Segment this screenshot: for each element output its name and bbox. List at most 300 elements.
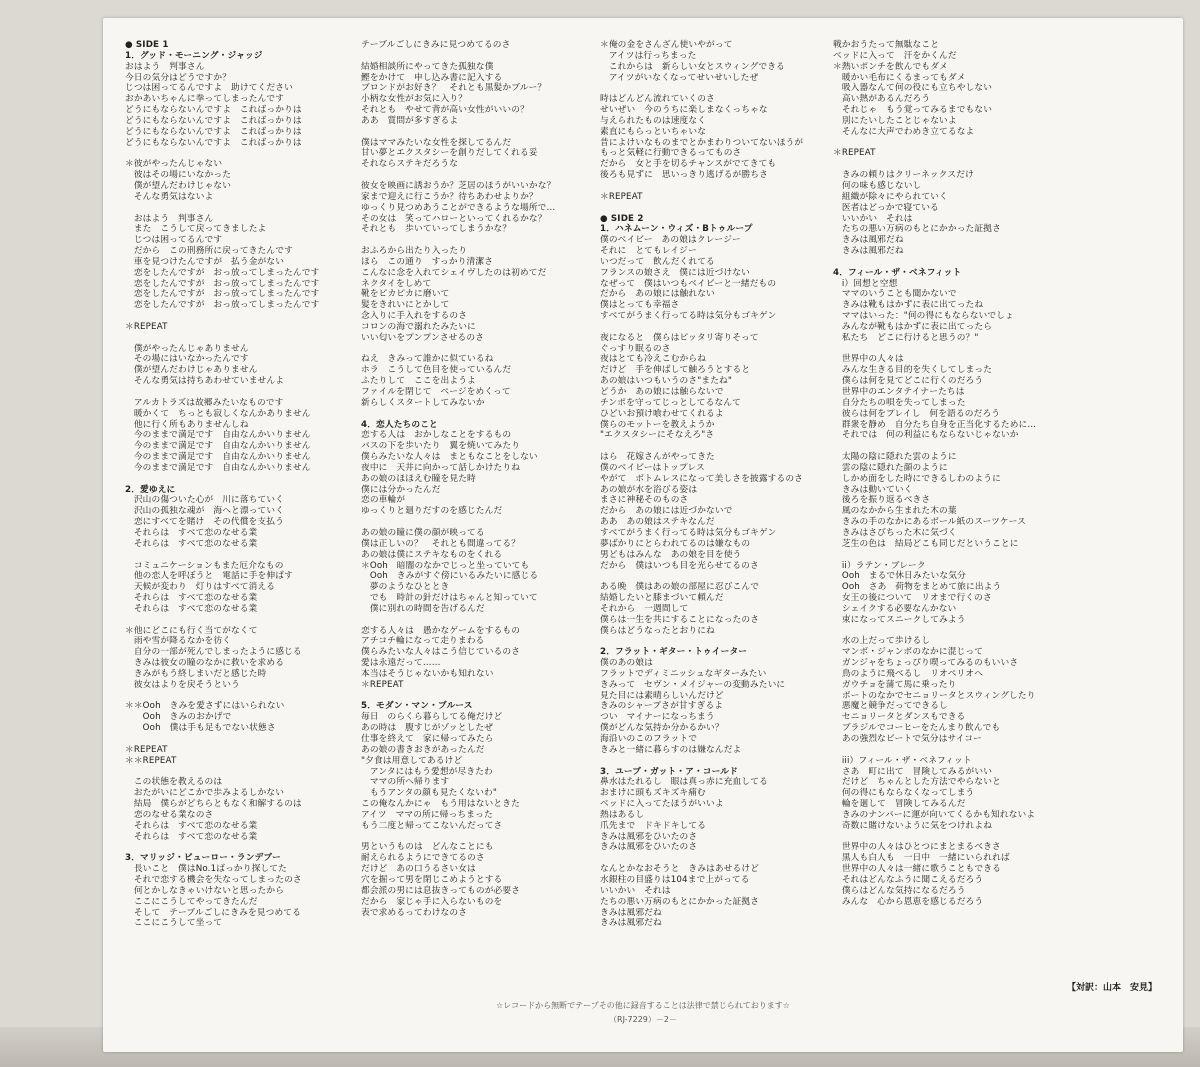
lyric-line: 僕がやったんじゃありません — [125, 343, 249, 354]
lyric-line: 穴を掘って男を閉じこめようとする — [361, 874, 503, 885]
lyric-line: だけど 手を伸ばして触ろうとすると — [600, 365, 751, 376]
lyric-line: いいかい それは — [600, 885, 671, 896]
lyric-line: どうにもならないんですよ こればっかりは — [125, 115, 302, 126]
lyric-line: アイツ ママの所に帰っちまった — [361, 809, 493, 820]
lyric-line: 靴をピカピカに磨いて — [361, 289, 450, 300]
lyric-line — [125, 148, 319, 159]
lyric-line: ＊熱いポンチを飲んでもダメ — [833, 61, 948, 72]
lyric-line: 愛は永遠だって…… — [361, 658, 441, 669]
lyric-line: なんとかなおそうと きみはあせるけど — [600, 864, 760, 875]
lyric-line: 恋のなせる業なのさ — [125, 809, 214, 820]
lyric-line: 風のなかから生まれた木の葉 — [833, 506, 957, 517]
lyric-line: ＊俺の金をさんざん使いやがって — [600, 40, 733, 50]
lyric-line: ＊REPEAT — [600, 191, 643, 202]
lyric-line: ガウチョを蒲て馬に乗ったり — [833, 679, 957, 690]
lyric-line: どうにもならないんですよ こればっかりは — [125, 126, 302, 137]
lyric-line: 医者はどっかで寝ている — [833, 202, 939, 213]
lyric-line: どうにもならないんですよ こればっかりは — [125, 137, 302, 148]
lyric-line: 都会派の男には息抜きってものが必要さ — [361, 885, 521, 896]
lyric-line: 恋をしたんですが おっ放ってしまったんです — [125, 289, 320, 300]
lyric-line — [125, 691, 319, 702]
lyric-line: 僕らはどんな気持になるだろう — [833, 885, 966, 896]
lyric-line: 僕のベイビー あの娘はクレージー — [600, 235, 741, 246]
lyric-line: 与えられたものは速度なく — [600, 115, 707, 126]
lyric-line: 僕が望んだわけじゃない — [125, 180, 232, 191]
lyric-line: 天候が変わり 灯りはすべて消える — [125, 582, 276, 593]
lyric-line: ママはいった："何の得にもならないでしょ — [833, 311, 1014, 322]
lyric-line: 恋にすべてを賭け その代償を支払う — [125, 517, 284, 528]
lyric-line: もう二度と帰ってこないんだってさ — [361, 820, 503, 831]
lyric-line: ああ あの娘はステキなんだ — [600, 517, 715, 528]
lyric-line: 恋をしたんですが おっ放ってしまったんです — [125, 300, 320, 311]
lyric-line — [361, 51, 555, 62]
lyric-line: バスの下を歩いたり 翼を焼いてみたり — [361, 441, 521, 452]
lyric-line: きみは風邪だね — [600, 918, 662, 929]
lyric-line — [125, 387, 319, 398]
lyric-line: 世界中の人々はひとつにまとまるべきさ — [833, 842, 1001, 853]
lyric-line: 群衆を静め 自分たち自身を正当化するために… — [833, 419, 1037, 430]
lyric-line: 仕事を終えて 家に帰ってみたら — [361, 734, 494, 744]
lyric-line: コミュニケーションもまた厄介なもの — [125, 560, 284, 571]
lyric-line: だから あの娘には触れない — [600, 289, 715, 300]
lyric-line: ある晩 僕はあの娘の部屋に忍びこんで — [600, 582, 760, 593]
lyric-line: おかあいちゃんに拳ってしまったんです — [125, 94, 285, 105]
lyric-line: 恋をしたんですが おっ放ってしまったんです — [125, 267, 320, 278]
lyric-line: 男どもはみんな あの娘を目を使う — [600, 549, 742, 560]
lyric-line: ゆっくりと廻りだすのを感じたんだ — [361, 506, 503, 517]
lyric-line: アイツは行っちまった — [600, 50, 697, 61]
lyric-line: 今日の気分はどうですか？ — [125, 72, 232, 83]
lyric-line: あの娘の瞳に僕の顔が映ってる — [361, 527, 485, 538]
lyric-line: ベッドに入ってたほうがいいよ — [600, 799, 724, 810]
lyric-line: ファイルを閉じて ページをめくって — [361, 387, 511, 397]
lyric-line: 車を見つけたんですが 払う金がない — [125, 256, 285, 267]
lyric-line: 水銀柱の目盛りは104まで上がってる — [600, 874, 750, 885]
lyric-line: 僕らみたいな人々はこう信じているのさ — [361, 647, 521, 658]
lyric-line: 1．グッド・モーニング・ジャッジ — [125, 50, 263, 61]
lyric-line — [125, 550, 319, 561]
lyric-line: 昔によけいなものまでとかまわりついてないほうが — [600, 137, 804, 148]
lyric-line: Ooh きみのおかげで — [125, 712, 232, 723]
lyric-line — [361, 832, 555, 843]
lyric-line: それとも やせて背が高い女性がいいの？ — [361, 105, 529, 116]
lyric-line: ベッドに入って 汗をかくんだ — [833, 50, 957, 61]
lyric-line: 熱はあるし — [600, 809, 645, 820]
lyric-line: 黒人も白人も 一日中 一緒にいられれば — [833, 853, 1010, 864]
lyric-line: 夜中に 天井に向かって話しかけたりね — [361, 462, 521, 473]
lyric-line: ii）ラテン・ブレーク — [833, 560, 926, 571]
lyric-line: あの娘が水を浴びる姿は — [600, 484, 698, 495]
lyric-line: だから この刑務所に戻ってきたんです — [125, 246, 293, 257]
lyric-line: ねえ きみって誰かに似ているね — [361, 354, 494, 365]
lyric-line: 何とかしなきゃいけないと思ったから — [125, 885, 285, 896]
lyric-line: それから 一週間して — [600, 603, 689, 614]
lyric-line: 恋する人々は 愚かなゲームをするもの — [361, 625, 521, 636]
lyric-line: 自分の一部が死んでしまったように感じる — [125, 647, 302, 658]
lyric-line: そんな勇気は持ちあわせていませんよ — [125, 376, 285, 387]
lyric-line: 長いこと 僕はNo.1ばっかり探してた — [125, 864, 287, 875]
lyric-line: 恋する人は おかしなことをするもの — [361, 430, 512, 441]
lyric-line: ほら この通り すっかり清潔さ — [361, 256, 494, 267]
lyric-line — [600, 571, 803, 582]
lyric-line: これからは 新らしい女とスウィングできる — [600, 61, 785, 72]
lyrics-column-1 — [125, 40, 319, 929]
lyric-line — [600, 636, 803, 647]
lyric-line: i）回想と空想 — [833, 278, 898, 289]
lyric-line: あの時は 腹すじがゾッとしたぜ — [361, 723, 494, 734]
lyric-line: きみは風邪だね — [833, 246, 904, 257]
lyric-line: iii）フィール・ザ・ベネフィット — [833, 755, 972, 766]
lyric-line: 別にたいしたことじゃないよ — [833, 115, 957, 126]
lyric-line — [833, 159, 1036, 170]
lyric-line: ネクタイをしめて — [361, 278, 432, 289]
lyric-line: 彼女を映画に誘おうか？芝居のほうがいいかな？ — [361, 180, 556, 191]
lyric-line: アチコチ輪になって走りまわる — [361, 636, 485, 647]
lyric-line — [833, 550, 1036, 561]
lyric-line: 暖かい毛布にくるまってもダメ — [833, 72, 966, 83]
lyric-line: ひどいお預け喰わせてくれるよ — [600, 408, 724, 419]
lyric-line: 後ろを振り返るべきさ — [833, 495, 931, 506]
lyric-line: セニョリータとダンスもできる — [833, 712, 966, 723]
lyric-line: ＊他にどこにも行く当てがなくて — [125, 625, 258, 636]
lyric-line: きみの手のなかにあるボール紙のスーツケース — [833, 517, 1026, 528]
lyric-line: 恋をしたんですが おっ放ってしまったんです — [125, 278, 320, 289]
lyric-line: 僕が望んだわけじゃありません — [125, 365, 258, 376]
lyric-line — [833, 626, 1036, 637]
lyric-line: 自分たちの唄を失ってしまった — [833, 397, 966, 408]
lyric-line: ボートのなかでセニョリータとスウィングしたり — [833, 690, 1036, 701]
lyric-line: それらは すべて恋のなせる業 — [125, 538, 258, 549]
lyric-line: 世界中のエンタテイナーたちは — [833, 387, 965, 397]
lyric-line: でも 時計の針だけはちゃんと知っていて — [361, 593, 538, 604]
lyric-line: おはよう 判事さん — [125, 61, 205, 72]
lyric-line: それでは 何の利益にもならないじゃないか — [833, 430, 1019, 441]
lyric-line: ブロンドがお好き？ それとも黒髪かブルー？ — [361, 83, 547, 94]
lyric-line — [833, 441, 1036, 452]
lyric-line: 僕のあの娘は — [600, 658, 654, 669]
lyric-line: 結局 僕らがどちらともなく和解するのは — [125, 799, 302, 810]
lyric-line: 彼はその場にいなかった — [125, 170, 232, 181]
lyric-line: マンボ・ジャンボのなかに混じって — [833, 647, 984, 658]
lyric-line: やがて ボトムレスになって美しさを披露するのさ — [600, 473, 804, 484]
lyric-line: 高い熱があるんだろう — [833, 94, 931, 105]
lyric-line: 素直にもらっといちゃいな — [600, 126, 707, 137]
lyric-line: きみのナンバーに運が向いてくるかも知れないよ — [833, 809, 1036, 820]
lyric-line: Ooh 僕は手も足もでない状態さ — [125, 723, 276, 734]
lyric-line: 夢のようなひととき — [361, 582, 450, 593]
lyric-line: いい匂いをプンプンさせるのさ — [361, 332, 485, 343]
lyric-line — [361, 615, 555, 626]
lyric-line: 後ろも見ずに 思いっきり逃げるが勝ちさ — [600, 170, 768, 181]
lyric-line: 他に行く所もありませんしね — [125, 419, 249, 430]
lyric-line: それらは すべて恋のなせる業 — [125, 593, 258, 604]
lyric-line: 僕は正しいの？ それとも間違ってる？ — [361, 538, 521, 549]
lyric-line: だけど ちゃんとした方法でやらないと — [833, 777, 1001, 788]
lyric-line — [125, 333, 319, 344]
catalog-page-number: （RJ-7229）－2－ — [609, 1015, 677, 1024]
lyric-line: 恋の車輪が — [361, 495, 406, 506]
lyric-line: 耐えられるようにできてるのさ — [361, 853, 485, 864]
lyric-line — [600, 203, 803, 214]
lyric-line: Ooh さあ 荷物をまとめて旅に出よう — [833, 582, 1002, 593]
lyric-line: それに とてもレイジー — [600, 246, 697, 257]
lyric-line: きみがもう終しまいだと感じた時 — [125, 668, 267, 679]
lyric-line: 1．ハネムーン・ウィズ・Bトゥループ — [600, 224, 753, 235]
lyric-line: 何の味も感じないし — [833, 180, 922, 191]
lyric-line: ブラジルでコーヒーをたんまり飲んでも — [833, 723, 1001, 734]
lyric-line: いいかい それは — [833, 213, 913, 224]
lyric-line — [600, 181, 803, 192]
lyric-line: ゆっくり見つめあうことができるような場所で… — [361, 202, 556, 213]
lyric-line: さあ 町に出て 冒険してみるがいい — [833, 766, 993, 777]
lyric-line: おはよう 判事さん — [125, 213, 214, 224]
lyric-line: その女は 笑ってハローといってくれるかな？ — [361, 213, 547, 224]
lyric-line: 僕がどんな気持か分かるかい？ — [600, 723, 724, 734]
lyric-line: 爪先まで ドキドキしてる — [600, 820, 707, 831]
lyric-line: Ooh きみがすぐ傍にいるみたいに感じる — [361, 571, 539, 582]
lyric-line: ふたりして ここを出ようよ — [361, 376, 476, 387]
lyric-line: 今のままで満足です 自由なんかいりません — [125, 462, 311, 473]
lyric-line: 今のままで満足です 自由なんかいりません — [125, 452, 311, 463]
lyric-line: 夜はとても冷えこむからね — [600, 354, 707, 365]
lyric-line: 僕には分かったんだ — [361, 484, 441, 495]
lyric-line — [833, 257, 1036, 268]
lyric-line: Ooh まるで休日みたいな気分 — [833, 571, 966, 582]
lyric-line — [833, 138, 1036, 149]
lyric-line: 僕らのモットーを教えようか — [600, 419, 715, 430]
lyric-line: 僕のベイビーはトップレス — [600, 462, 705, 473]
lyric-line: おたがいにどこかで歩みよるしかない — [125, 788, 285, 799]
lyrics-column-2 — [361, 40, 555, 918]
lyric-line: あの娘はいつもいうのさ"またね" — [600, 376, 733, 387]
lyric-line: 奇数に賭けないように気をつけれよね — [833, 820, 993, 831]
lyric-line — [833, 344, 1036, 355]
lyric-line: なぜって 僕はいつもベイビーと一緒だもの — [600, 278, 777, 289]
lyric-line: 鳥のように飛べるし リオペリオへ — [833, 668, 984, 679]
lyric-line: 4．フィール・ザ・ベネフィット — [833, 267, 962, 278]
lyric-line: 僕らは何を見てどこに行くのだろう — [833, 376, 984, 387]
lyric-line: そんなに大声でわめき立てるなよ — [833, 126, 975, 137]
lyric-line — [361, 127, 555, 138]
lyric-line: ホラ こうして色目を使っているんだ — [361, 365, 512, 376]
lyric-line: 小柄な女性がお気に入り？ — [361, 94, 468, 105]
lyric-line: きみと一緒に暮らすのは嫌なんだよ — [600, 744, 742, 755]
lyric-sheet — [103, 18, 1183, 1052]
lyric-line: もうアンタの顔も見たくないわ" — [361, 788, 498, 799]
lyric-line: じつは困ってるんです — [125, 235, 223, 246]
lyric-line — [833, 745, 1036, 756]
lyric-line: 何の得にもならなくなってしまう — [833, 788, 975, 799]
lyric-line: 2．フラット・ギター・トゥイーター — [600, 647, 748, 658]
lyric-line: ここにこうして坐って — [125, 918, 223, 929]
lyric-line: すべてがうまく行ってる時は気分もゴキゲン — [600, 527, 777, 538]
lyric-line — [361, 344, 555, 355]
lyric-line — [361, 235, 555, 246]
lyric-line — [361, 170, 555, 181]
lyric-line — [600, 853, 803, 864]
lyric-line: だから あの娘には近づかないで — [600, 506, 733, 517]
lyric-line: フランスの娘さえ 僕には近づけない — [600, 267, 750, 278]
lyric-line — [125, 734, 319, 745]
lyric-line: ● SIDE 2 — [600, 213, 644, 224]
lyric-line: もっと気軽に行動できるってものさ — [600, 148, 742, 159]
lyric-line: だけど あの口うるさい女は — [361, 864, 476, 875]
lyric-line: 僕はとっても幸福さ — [600, 300, 680, 311]
lyric-line — [125, 615, 319, 626]
lyric-line: フラットでディミニッシュなギターみたい — [600, 668, 767, 679]
lyric-line: この俺なんかにゃ もう用はないときた — [361, 799, 520, 810]
lyric-line: こんなに念を入れてシェイヴしたのは初めてだ — [361, 267, 547, 278]
lyric-line: 芝生の色は 結局どこも同じだということに — [833, 538, 1019, 549]
lyric-line: 世界中の人々は — [833, 354, 904, 365]
lyric-line: 水の上だって歩けるし — [833, 636, 931, 647]
lyric-line: どうにもならないんですよ こればっかりは — [125, 105, 302, 116]
lyric-line: それならステキだろうな — [361, 159, 459, 170]
lyric-line — [600, 441, 803, 452]
lyric-line: 今のままで満足です 自由なんかいりません — [125, 441, 311, 452]
lyric-line: 念入りに手入れをするのさ — [361, 311, 468, 322]
lyric-line: 5．モダン・マン・ブルース — [361, 701, 473, 712]
lyric-line: ガンジャをちょっぴり喫ってみるのもいいさ — [833, 658, 1019, 669]
lyric-line: きみは風邪だね — [833, 235, 904, 246]
lyric-line: 夢ばかりにとらわれてるのは嫌なもの — [600, 538, 751, 549]
lyric-line: どうか あの娘には触らないで — [600, 387, 724, 397]
copyright-notice: ☆レコードから無断でテープその他に録音することは法律で禁じられております☆ — [496, 1001, 790, 1010]
lyric-line: ＊彼がやったんじゃない — [125, 159, 223, 170]
lyric-line: 太陽の陰に隠れた雲のように — [833, 452, 957, 463]
lyric-line: 時はどんどん流れていくのさ — [600, 94, 715, 105]
lyric-line: きみって セヴン・メイジャーの変動みたいに — [600, 679, 786, 690]
lyric-line: 見た目には素晴らしいんだけど — [600, 690, 724, 701]
lyric-line: たちの悪い万病のもとにかかった証拠さ — [600, 896, 760, 907]
lyric-line: この状態を教えるのは — [125, 777, 223, 788]
lyric-line: 彼女はよりを戻そうという — [125, 679, 240, 690]
lyric-line: それらは すべて恋のなせる業 — [125, 527, 258, 538]
lyric-line — [600, 83, 803, 94]
lyric-line: 世界中の人々は一緒に歌うこともできる — [833, 864, 1001, 875]
lyric-line: それらは すべて恋のなせる業 — [125, 820, 258, 831]
lyric-line: 2．愛ゆえに — [125, 484, 176, 495]
lyric-line: あの娘は僕にステキなものをくれる — [361, 549, 503, 560]
lyric-line: 甘い夢とエクスタシーを創りだしてくれる妥 — [361, 148, 538, 159]
lyric-line: 女王の後について リオまで行くのさ — [833, 593, 992, 604]
lyric-line: その場にはいなかったんです — [125, 354, 249, 365]
lyric-line: 新らしくスタートしてみないか — [361, 397, 485, 408]
lyric-line: きみは動いていく — [833, 484, 913, 495]
lyric-line: 雨や雪が降るなかを彷く — [125, 636, 232, 647]
lyric-line: チンポを守ってじっとしてるなんて — [600, 397, 741, 408]
lyric-line: 束になってスニークしてみよう — [833, 614, 966, 625]
lyric-line: それはどんなふうに聞こえるだろう — [833, 874, 984, 885]
lyric-line — [125, 311, 319, 322]
lyric-line: それじゃ もう覚ってみるまでもない — [833, 105, 993, 116]
lyric-line — [361, 691, 555, 702]
lyric-line: ＊Ooh 暗闇のなかでじっと坐っていても — [361, 560, 530, 571]
lyric-line: また こうして戻ってきましたよ — [125, 224, 267, 235]
lyric-line — [600, 322, 803, 333]
lyric-line: はら 花嫁さんがやってきた — [600, 452, 715, 463]
lyric-line: "夕食は用意してあるけど — [361, 755, 463, 766]
lyric-line: そして テーブルごしにきみを見つめてる — [125, 907, 301, 918]
lyric-line: だから 女と手を切るチャンスがでてきても — [600, 159, 777, 170]
lyrics-column-3 — [600, 40, 803, 929]
lyric-line: 僕らはどうなったとおりにね — [600, 625, 715, 636]
lyric-line: 他の恋人を呼ぼうと 電話に手を伸ばす — [125, 571, 293, 582]
lyric-line: 僕らは一生を共にすることになったのさ — [600, 614, 760, 625]
lyric-line: 雲の陰に隠れた顔のように — [833, 462, 948, 473]
lyric-line: 4．恋人たちのこと — [361, 419, 438, 430]
lyric-line: 僕に別れの時間を告げるんだ — [361, 603, 485, 614]
lyric-line: コロンの海で溺れたみたいに — [361, 321, 476, 332]
lyric-line: それらは すべて恋のなせる業 — [125, 603, 258, 614]
lyric-line: ＊REPEAT — [125, 321, 168, 332]
lyric-line: ここにこうしてやってきたんだ — [125, 896, 258, 907]
lyric-line: せいぜい 今のうちに楽しまなくっちゃな — [600, 105, 768, 116]
lyric-line: 吸入器なんて何の役にも立ちやしない — [833, 83, 993, 94]
lyric-line: 暖かくて ちっとも寂しくなんかありません — [125, 408, 311, 419]
lyric-line: 3．ユーブ・ガット・ア・コールド — [600, 766, 738, 777]
lyric-line: ＊REPEAT — [833, 148, 876, 159]
lyric-line: おまけに頭もズキズキ痛む — [600, 788, 706, 799]
lyric-line: あの娘の書きおきがあったんだ — [361, 744, 485, 755]
lyric-line: きみは風邪だね — [600, 907, 662, 918]
lyric-line: それらは すべて恋のなせる業 — [125, 831, 258, 842]
lyric-line: 結婚したいと膝まづいて頼んだ — [600, 593, 724, 604]
lyric-line: 海沿いのこのフラットで — [600, 734, 698, 744]
lyric-line: 戦かおうたって無駄なこと — [833, 40, 940, 50]
lyric-line: 組織が除々にやられていく — [833, 191, 948, 202]
lyric-line — [125, 203, 319, 214]
lyric-line: ● SIDE 1 — [125, 40, 169, 50]
lyric-line: そんな勇気はないよ — [125, 191, 214, 202]
lyric-line: テーブルごしにきみに見つめてるのさ — [361, 40, 511, 50]
lyric-line: ＊＊Ooh きみを愛さずにはいられない — [125, 701, 285, 712]
lyric-line: だから 僕はいつも目を光らせてるのさ — [600, 560, 759, 571]
lyric-line: ママの所へ帰ります — [361, 777, 450, 788]
lyric-line: 今のままで満足です 自由なんかいりません — [125, 430, 311, 441]
lyric-line — [125, 474, 319, 485]
lyric-line: それで恋する機会を失なってしまったのさ — [125, 874, 302, 885]
lyric-line: しかめ面をした時にできるしわのように — [833, 473, 1001, 484]
lyric-line: たちの悪い万病のもとにかかった証拠さ — [833, 224, 1001, 235]
lyric-line: 本当はそうじゃないかも知れない — [361, 668, 494, 679]
lyric-line: ああ 質問が多すぎるよ — [361, 115, 459, 126]
lyric-line: 沢山の傷ついた心が 川に落ちていく — [125, 495, 284, 506]
lyric-line: じつは困ってるんですよ 助けてください — [125, 83, 293, 94]
lyric-line: だから 家じゃ手に入らないものを — [361, 896, 503, 907]
lyric-line: いつだって 飲んだくれてる — [600, 256, 715, 267]
lyric-line: きみのシャープさが甘すぎるよ — [600, 701, 724, 712]
lyric-line: みんな生きる目的を失くしてしまった — [833, 365, 993, 376]
lyric-line: みんなが靴もはかずに表に出てったら — [833, 321, 993, 332]
translator-credit: 【対訳：山本 安見】 — [1066, 983, 1157, 993]
lyric-line: ママのいうことも聞かないで — [833, 289, 957, 300]
lyric-line — [125, 842, 319, 853]
lyric-line: 僕はママみたいな女性を探してるんだ — [361, 137, 512, 148]
lyric-line: 男というものは どんなことにも — [361, 842, 494, 853]
lyric-line — [361, 517, 555, 528]
lyric-line: 悪魔と競争だってできるし — [833, 701, 948, 712]
lyric-line: つい マイナーになっちまう — [600, 712, 715, 723]
lyric-line: "エクスタシーにそなえろ"さ — [600, 430, 715, 441]
lyric-line: まさに神秘そのものさ — [600, 495, 689, 506]
lyric-line: 沢山の孤独な魂が 海へと漂っていく — [125, 506, 285, 517]
lyric-line: 輪を廻して 冒険してみるんだ — [833, 799, 966, 810]
lyric-line — [125, 767, 319, 778]
lyric-line: きみは風邪をひいたのさ — [600, 831, 698, 842]
lyric-line: ＊REPEAT — [125, 744, 168, 755]
lyric-line: あの娘のほほえむ瞳を見た時 — [361, 473, 476, 484]
